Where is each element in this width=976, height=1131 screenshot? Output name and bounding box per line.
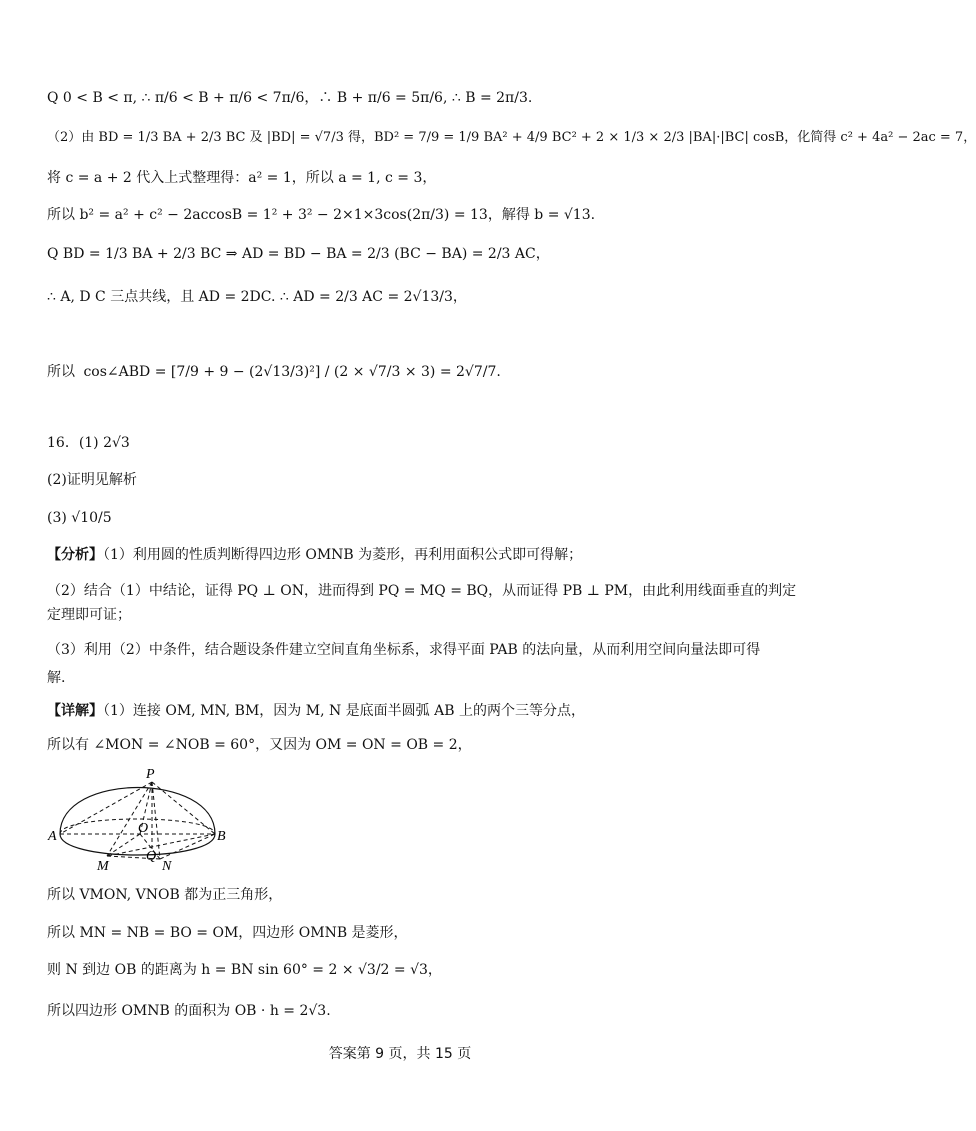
line-5-text: Q BD = 1/3 BA + 2/3 BC ⇒ AD = BD − BA = 2/3 (BC − BA) = 2/3 AC， [47, 246, 550, 262]
page-footer [0, 1043, 800, 1063]
detail-text-5: 则 N 到边 OB 的距离为 h = BN sin 60° = 2 × √3/2 = √3， [47, 962, 442, 978]
label-m: M [97, 859, 109, 874]
label-p: P [146, 767, 155, 782]
line-5 [47, 244, 550, 264]
detail-line-2 [47, 735, 472, 755]
detail-text-4: 所以 MN = NB = BO = OM，四边形 OMNB 是菱形， [47, 925, 408, 941]
q16-answer-2 [47, 470, 137, 490]
geometry-figure [45, 762, 235, 877]
label-b: B [217, 829, 226, 844]
analysis-line-3 [47, 640, 760, 660]
line-2-text: （2）由 BD = 1/3 BA + 2/3 BC 及 |BD| = √7/3 得，BD² = 7/9 = 1/9 BA² + 4/9 BC² + 2 × 1/3 × 2/3 |BA|·|BC| cosB，化简得 c² + 4a² − 2ac = 7， [47, 130, 976, 145]
detail-line-1 [47, 701, 585, 721]
line-6-text: ∴ A, D C 三点共线，且 AD = 2DC. ∴ AD = 2/3 AC = 2√13/3， [47, 289, 467, 305]
line-2 [47, 128, 976, 148]
seg-bm [107, 834, 215, 856]
analysis-line-2b [47, 605, 131, 625]
detail-text-2: 所以有 ∠MON = ∠NOB = 60°，又因为 OM = ON = OB = 2， [47, 737, 472, 753]
detail-text-1: （1）连接 OM, MN, BM，因为 M, N 是底面半圆弧 AB 上的两个三等分点， [103, 703, 585, 719]
detail-line-6 [47, 1001, 331, 1021]
q16-answer-3 [47, 508, 112, 528]
base-front [60, 834, 215, 855]
analysis-text-3: （3）利用（2）中条件，结合题设条件建立空间直角坐标系，求得平面 PAB 的法向量，从而利用空间向量法即可得 [47, 642, 761, 658]
q16-part3: (3) √10/5 [47, 510, 112, 526]
seg-nb [160, 834, 215, 859]
line-3 [47, 168, 436, 188]
label-n: N [162, 859, 172, 874]
label-a: A [48, 829, 57, 844]
detail-text-3: 所以 VMON, VNOB 都为正三角形， [47, 887, 283, 903]
line-7 [47, 362, 501, 382]
label-q: Q [146, 849, 157, 864]
footer-text: 答案第 9 页，共 15 页 [328, 1046, 472, 1062]
line-3-text: 将 c = a + 2 代入上式整理得：a² = 1，所以 a = 1, c = 3， [47, 170, 437, 186]
analysis-text-3b: 解. [47, 670, 66, 686]
line-7-prefix: 所以 [47, 364, 75, 380]
line-7-expr: cos∠ABD = [7/9 + 9 − (2√13/3)²] / (2 × √7/3 × 3) = 2√7/7. [83, 364, 501, 380]
detail-label: 【详解】 [47, 703, 103, 719]
line-4 [47, 205, 595, 225]
analysis-label: 【分析】 [47, 547, 103, 563]
line-1-text: Q 0 < B < π, ∴ π/6 < B + π/6 < 7π/6，∴ B + π/6 = 5π/6, ∴ B = 2π/3. [47, 90, 533, 106]
analysis-line-3b [47, 668, 65, 688]
q16-title: 16．(1) 2√3 [47, 435, 130, 451]
analysis-text-2b: 定理即可证； [47, 607, 131, 623]
line-6 [47, 287, 467, 307]
q16-part2: (2)证明见解析 [47, 472, 137, 488]
edge-pm [107, 782, 152, 856]
q16-answer-1 [47, 433, 130, 453]
analysis-line-1 [47, 545, 582, 565]
analysis-text-1: （1）利用圆的性质判断得四边形 OMNB 为菱形，再利用面积公式即可得解； [103, 547, 583, 563]
line-1 [47, 88, 532, 108]
line-4-text: 所以 b² = a² + c² − 2accosB = 1² + 3² − 2×1×3cos(2π/3) = 13，解得 b = √13. [47, 207, 596, 223]
detail-text-6: 所以四边形 OMNB 的面积为 OB · h = 2√3. [47, 1003, 331, 1019]
analysis-text-2: （2）结合（1）中结论，证得 PQ ⊥ ON，进而得到 PQ = MQ = BQ，从而证得 PB ⊥ PM，由此利用线面垂直的判定 [47, 583, 797, 599]
detail-line-4 [47, 923, 408, 943]
detail-line-5 [47, 960, 442, 980]
detail-line-3 [47, 885, 282, 905]
label-o: O [138, 821, 149, 836]
analysis-line-2 [47, 581, 796, 601]
edge-pn [152, 782, 160, 859]
